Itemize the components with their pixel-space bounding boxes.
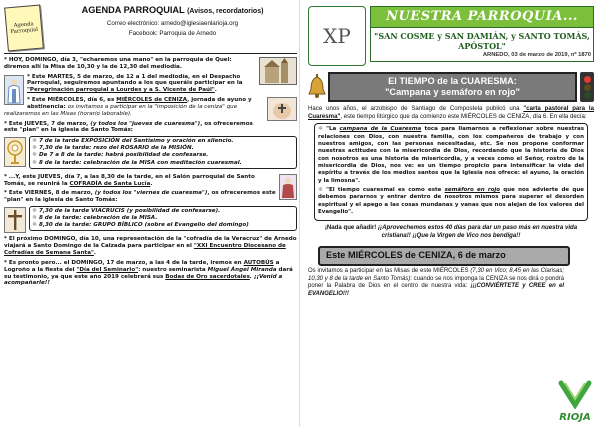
bodas-de-oro: Bodas de Oro sacerdotales (165, 273, 250, 280)
quote-semaphore: ☼ "El tiempo cuaresmal es como este semáforo en rojo que nos advierte de que debemos pararnos y entrar dentro de nosotros mismos para superar el desorden espiritual y el apego a las cosas mundanas y vanas que nos alejan de los valores del Evangelio". (318, 186, 584, 215)
friday-plan-item: ☼ 8 de la tarde: celebración de la MISA. (32, 215, 158, 222)
logo-line2: Parroquial (10, 26, 39, 36)
crucifix-icon (4, 207, 26, 233)
quote-bell: ☼ "La campana de la Cuaresma toca para llamarnos a reflexionar sobre nuestras relaciones con Dios, con nuestra familia, con los compañeros de trabajo y con nuestros amigos, con las personas necesitadas, etc. Se nos propone conformar nuestras actitudes con la misericordia de Dios, recordando que la historia de Dios con nosotros es una historia de misericordia, y a veces como el Señor, rostro de la misericordia de Dios, nos ve: es un tiempo propicio para intensificar la vida del espíritu a través de los medios santos que la Iglesia nos ofrece: el ayuno, la oración y la limosna". (318, 126, 584, 184)
seminarian-name: Miguel Ángel Miranda (207, 266, 277, 273)
closing-message (312, 224, 590, 239)
ash-wednesday-text (308, 268, 594, 299)
agenda-subtitle: (Avisos, recordatorios) (187, 8, 264, 15)
chi-rho-text: XP (323, 23, 351, 48)
email-line: Correo electrónico: arnedo@iglesiaenlarioja.org (106, 19, 239, 27)
rioja-logo (554, 379, 596, 423)
friday-text-a: * Este VIERNES, 8 de marzo, (4, 190, 95, 197)
plan-text: 8,30 de la tarde: GRUPO BÍBLICO (sobre el Evangelio del domingo) (38, 222, 249, 229)
friday-plan-box (29, 206, 297, 231)
punct: . (214, 87, 217, 94)
friday-text-b: (y todos los "viernes de cuaresma") (94, 190, 208, 197)
quote1-b: campana de la Cuaresma (339, 126, 422, 133)
punct: . (93, 250, 97, 257)
facebook-line: Facebook: Parroquia de Arnedo (128, 30, 217, 38)
notice-seminario (4, 260, 297, 287)
thursday-text-c: , os ofreceremos este "plan" en la iglesia de Santo Tomás: (4, 120, 253, 134)
newsletter-banner: NUESTRA PARROQUIA... (370, 6, 594, 28)
ash-invitation: os invitamos a participar en la "imposición de la ceniza" que realizaremos en las Misas (horario laborable). (4, 103, 238, 117)
cofradias-text-a: * El próximo DOMINGO, día 10, una representación de la "cofradía de la Veracruz" de Arnedo viajará a Santo Domingo de la Calzada para participar en el (4, 236, 297, 250)
agenda-title-text: AGENDA PARROQUIAL (81, 5, 185, 15)
cuaresma-title-2: "Campana y semáforo en rojo" (385, 87, 520, 98)
thursday-plan-item: ☼ 8 de la tarde: celebración de la MISA con meditación cuaresmal. (32, 159, 242, 166)
ash-wednesday-title: Este MIÉRCOLES de CENIZA, 6 de marzo (318, 246, 570, 266)
friday-plan-item: ☼ 8,30 de la tarde: GRUPO BÍBLICO (sobre el Evangelio del domingo) (32, 222, 249, 229)
autobus-label: AUTOBÚS (243, 259, 274, 266)
notice-quel-text: * HOY, DOMINGO, día 3, "echaremos una mano" en la parroquia de Quel: diremos allí la Misa de 10,30 y la de 12,30 del mediodía. (4, 57, 232, 70)
quote2-b: semáforo en rojo (444, 186, 501, 193)
monstrance-icon (4, 137, 26, 167)
pastoral-letter: "carta pastoral para la Cuaresma" (308, 105, 594, 120)
friday-plan-item: ☼ 7,30 de la tarde VIACRUCIS (y posibilidad de confesarse). (32, 208, 221, 214)
cuaresma-intro (308, 105, 594, 120)
friday-text-c: , os ofreceremos este "plan" en la iglesia de Santo Tomás: (4, 190, 276, 204)
mier-a: Os invitamos a participar en las Misas de este MIÉRCOLES (308, 267, 471, 274)
seminario-text-c: a Logroño a la fiesta del (4, 259, 280, 273)
plan-text: De 7 a 8 de la tarde: habrá posibilidad de confesarse. (38, 152, 209, 159)
quote2-a: "El tiempo cuaresmal es como este (326, 186, 445, 193)
traffic-light-icon (580, 72, 594, 102)
notice-thursday (4, 121, 297, 171)
ash-wednesday-name: MIÉRCOLES de CENIZA (116, 97, 188, 104)
seminario-closing: . ¡¡Venid a acompañarle!! (4, 273, 283, 287)
notice-cofradias (4, 236, 297, 256)
thursday-plan-item: ☼ De 7 a 8 de la tarde: habrá posibilidad de confesarse. (32, 152, 209, 159)
mier-d: ¡¡¡CONVIÉRTETE y CREE en el EVANGELIO!!! (308, 283, 564, 298)
cuaresma-title-1: El TIEMPO de la CUARESMA: (388, 76, 517, 86)
mier-c: : cuando se nos imponga la CENIZA se nos dirá o pondrá poner la Palabra de Dios en el centro de nuestra vida: (308, 275, 564, 290)
ash-cross-icon (267, 97, 297, 121)
plan-text: 7,30 de la tarde VIACRUCIS (y posibilidad de confesarse). (38, 208, 221, 214)
intro-a: Hace unos años, el arzobispo de Santiago de Compostela publicó una (308, 105, 524, 113)
seminario-text-e: : nuestro seminarista (138, 266, 208, 273)
notice-friday (4, 190, 297, 233)
seminario-text-g: dará su testimonio, ya que este año 2019 celebrará sus (4, 266, 293, 280)
thursday-text-a: * Este JUEVES, 7 de marzo, (4, 120, 91, 127)
seminario-text-a: * Es pronto pero... el DOMINGO, 17 de marzo, a las 4 de la tarde, iremos en (4, 259, 244, 266)
pilgrimage-name: "Peregrinación parroquial a Lourdes y a S. Vicente de Paúl" (27, 87, 215, 94)
logo-line1: Agenda (13, 20, 34, 29)
notice-quel (4, 57, 297, 71)
punct: . (150, 180, 153, 187)
agenda-title (48, 5, 297, 17)
front-page (300, 0, 600, 427)
thursday-text-b: (y todos los "jueves de cuaresma") (90, 120, 201, 127)
agenda-header (4, 4, 297, 54)
plan-text: 8 de la tarde: celebración de la MISA con meditación cuaresmal. (38, 159, 242, 166)
plan-text: 7,30 de la tarde: rezo del ROSARIO de la MISIÓN. (38, 145, 194, 152)
notice-santa-lucia (4, 174, 297, 188)
thursday-plan-item: ☼ 7 de la tarde EXPOSICIÓN del Santísimo y oración en silencio. (32, 138, 234, 145)
mier-b: (7,30 en Vico; 8,45 en las Clarisas; 10,30 y 8 de la tarde en Santo Tomás) (308, 267, 564, 282)
plan-text: 7 de la tarde EXPOSICIÓN del Santísimo y oración en silencio. (38, 138, 234, 145)
cuaresma-header (308, 72, 594, 102)
pastoral-quote (314, 123, 588, 221)
agenda-logo (4, 5, 44, 52)
ash-text-c: , jornada de ayuno y abstinencia: (27, 97, 252, 110)
plan-text: 8 de la tarde: celebración de la MISA. (38, 215, 158, 222)
front-header (308, 6, 594, 66)
thursday-plan-item: ☼ 7,30 de la tarde: rezo del ROSARIO de la MISIÓN. (32, 145, 194, 152)
closing-a: ¡Nada que añadir! (324, 224, 379, 232)
bell-icon (308, 72, 326, 102)
quote2-c: que nos advierte de que debemos pararnos y entrar dentro de nosotros mismos para superar el desorden espiritual y el apego a las cosas mundanas y vanas que nos alejan de los valores del Evangelio". (318, 186, 584, 215)
santa-lucia-name: COFRADÍA de Santa Lucía (69, 180, 151, 187)
cuaresma-title (328, 72, 577, 102)
chi-rho-logo (308, 6, 366, 66)
ash-text-a: * Este MIÉRCOLES, día 6, es (27, 97, 117, 104)
lucia-text-a: * ...Y, este JUEVES, día 7, a las 8,30 de la tarde, en el Salón parroquial de Santo Tomás, se reunirá la (4, 173, 255, 187)
issue-date: ARNEDO, 03 de marzo de 2019, nº 1870 (482, 52, 591, 59)
quote1-a: "La (326, 126, 340, 133)
notice-pilgrimage-text: * Este MARTES, 5 de marzo, de 12 a 1 del mediodía, en el Despacho Parroquial, seguiremos apuntando a los que queráis participar en la (27, 73, 243, 87)
parish-name: "SAN COSME y SAN DAMIÁN, y SANTO TOMÁS, APÓSTOL" (374, 31, 590, 52)
dia-seminario: "Día del Seminario" (76, 266, 139, 273)
intro-c: , este tiempo litúrgico que da comienzo este MIÉRCOLES de CENIZA, día 6. En ella decía: (340, 112, 587, 120)
notice-ash-wednesday (4, 97, 297, 117)
quote1-c: toca para llamarnos a reflexionar sobre nuestras relaciones con Dios, con nuestra familia, con los compañeros de trabajo y con nuestros amigos, con las personas necesitadas, etc. Se nos propone conformar nuestras actitudes con la misericordia de Dios, recordando que la historia de Dios con nosotros es una historia de misericordia, y a veces como el Señor, rostro de la misericordia de Dios, nos ve: es un tiempo propicio para intensificar la vida del espíritu a través de los medios santos que la Iglesia nos ofrece: el ayuno, la oración y la limosna". (318, 126, 584, 184)
encuentro-name: "XXI Encuentro Diocesano de Cofradías de Semana Santa" (4, 243, 286, 257)
thursday-plan-box (29, 136, 297, 169)
rioja-word: RIOJA (559, 412, 591, 424)
parish-box (370, 28, 594, 62)
notice-pilgrimage (4, 74, 297, 94)
closing-b: ¡¡Aprovechemos estos 40 días para dar un paso más en nuestra vida cristiana!! ¡¡Que la Virgen de Vico nos bendiga!! (378, 224, 578, 239)
